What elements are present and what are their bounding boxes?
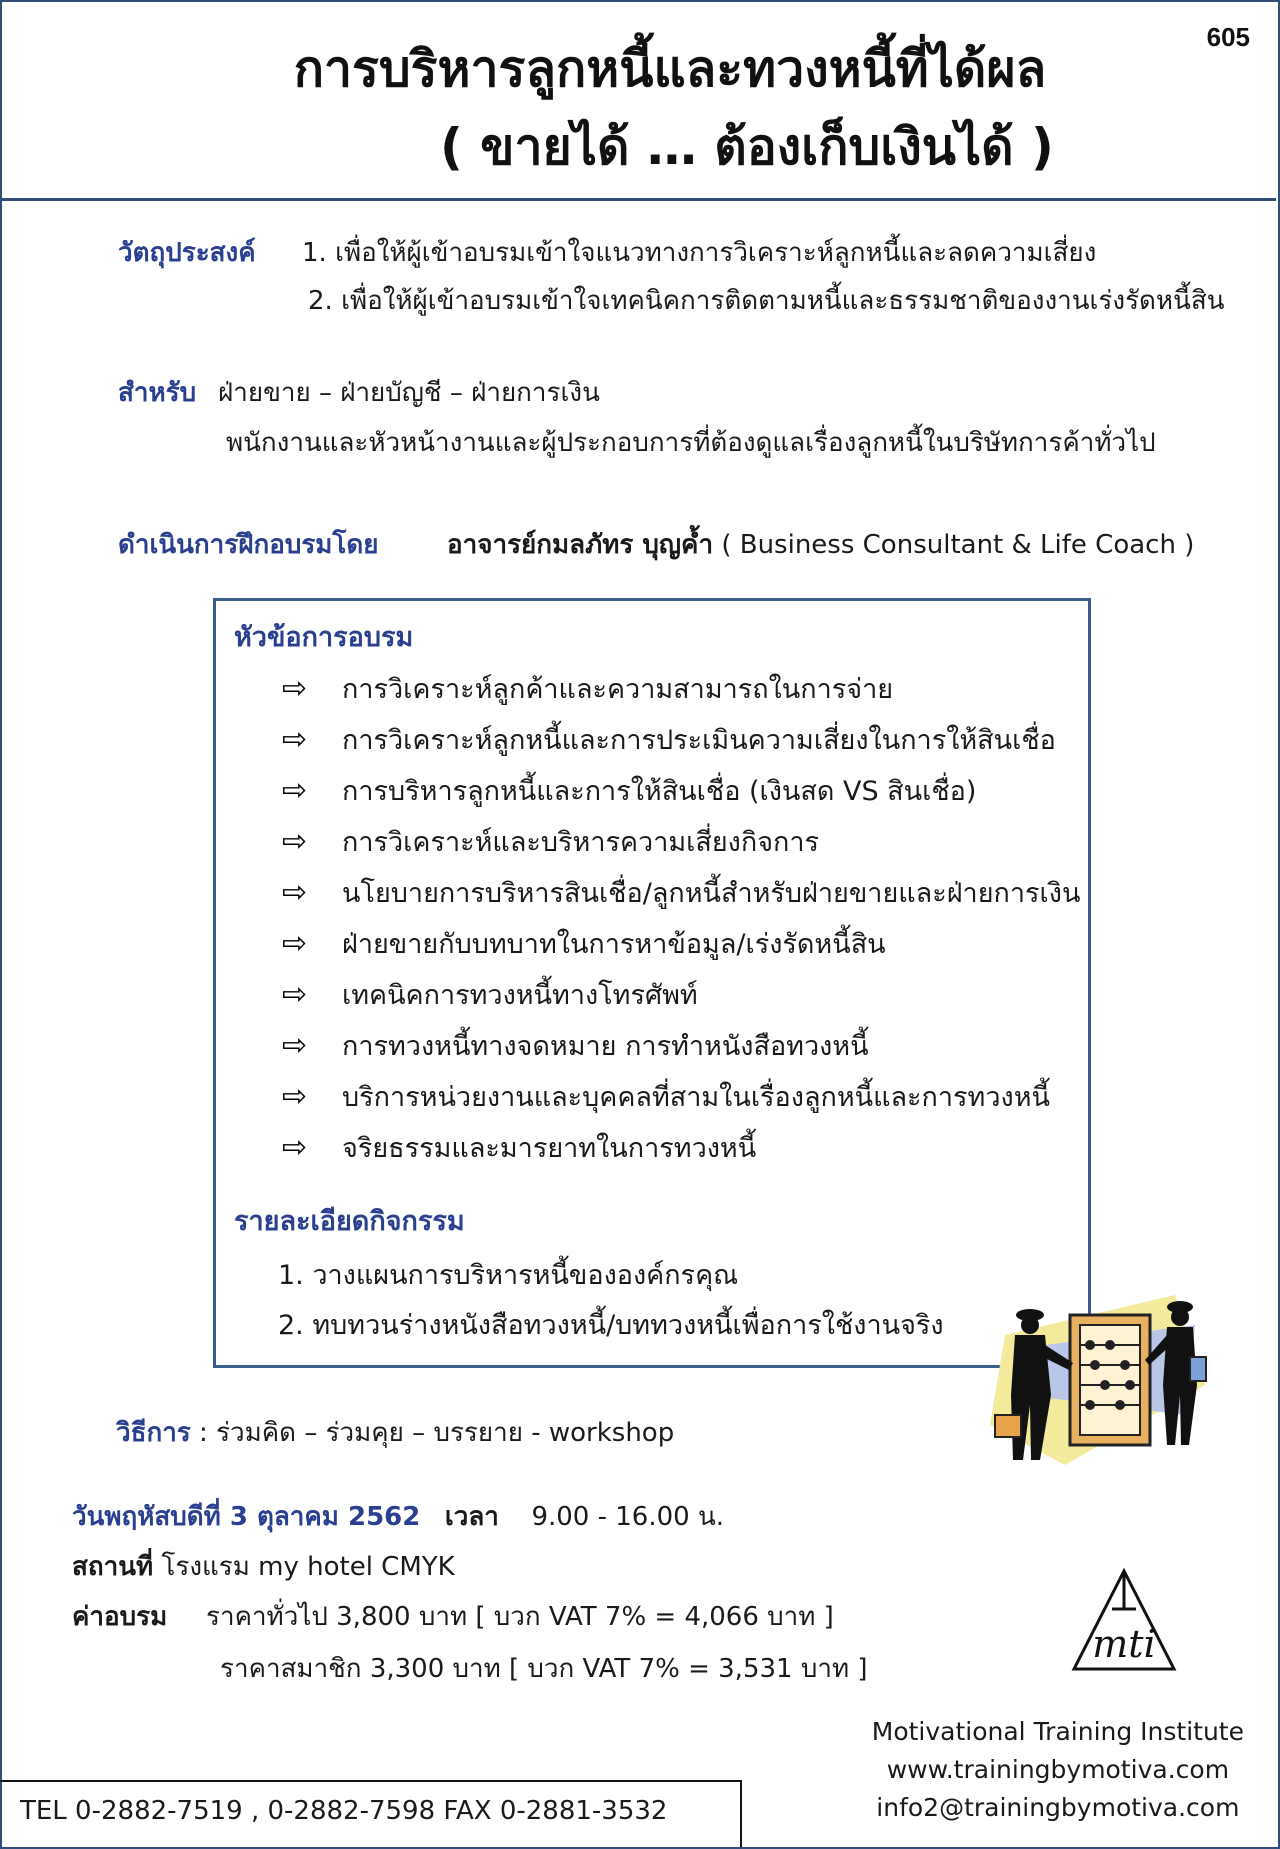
course-content-box (213, 598, 1091, 1368)
title-line-2: ( ขายได้ … ต้องเก็บเงินได้ ) (440, 118, 1054, 176)
venue-row (72, 1546, 455, 1587)
businessmen-abacus-clipart (985, 1275, 1215, 1475)
objective-item: 1. เพื่อให้ผู้เข้าอบรมเข้าใจแนวทางการวิเคราะห์ลูกหนี้และลดความเสี่ยง (302, 238, 1097, 268)
contact-box (0, 1780, 742, 1847)
date-label: วันพฤหัสบดีที่ 3 ตุลาคม 2562 (72, 1502, 421, 1532)
audience-line-1: ฝ่ายขาย – ฝ่ายบัญชี – ฝ่ายการเงิน (218, 378, 600, 408)
activity-item: 1. วางแผนการบริหารหนี้ขององค์กรคุณ (278, 1260, 739, 1291)
topic-item: ⇨ การวิเคราะห์ลูกค้าและความสามารถในการจ่าย (282, 671, 894, 706)
arrow-right-icon: ⇨ (282, 977, 308, 1012)
arrow-right-icon: ⇨ (282, 926, 308, 961)
activities-heading: รายละเอียดกิจกรรม (234, 1206, 465, 1237)
time-value: 9.00 - 16.00 น. (531, 1502, 724, 1532)
institute-website[interactable]: www.trainingbymotiva.com (886, 1755, 1230, 1784)
topic-item: ⇨ ฝ่ายขายกับบทบาทในการหาข้อมูล/เร่งรัดหนี้สิน (282, 926, 886, 961)
method-row (116, 1412, 674, 1453)
trainer-label: ดำเนินการฝึกอบรมโดย (118, 530, 379, 560)
trainer-row (118, 524, 1194, 565)
topic-item: ⇨ การทวงหนี้ทางจดหมาย การทำหนังสือทวงหนี้ (282, 1028, 869, 1063)
fee-member: ราคาสมาชิก 3,300 บาท [ บวก VAT 7% = 3,531 บาท ] (220, 1654, 868, 1684)
title-line-1: การบริหารลูกหนี้และทวงหนี้ที่ได้ผล (293, 40, 1047, 98)
objective-item: 2. เพื่อให้ผู้เข้าอบรมเข้าใจเทคนิคการติดตามหนี้และธรรมชาติของงานเร่งรัดหนี้สิน (308, 286, 1225, 316)
method-text: : ร่วมคิด – ร่วมคุย – บรรยาย - workshop (199, 1418, 675, 1448)
mti-logo (1068, 1565, 1180, 1677)
topic-item: ⇨ นโยบายการบริหารสินเชื่อ/ลูกหนี้สำหรับฝ่ายขายและฝ่ายการเงิน (282, 875, 1081, 910)
arrow-right-icon: ⇨ (282, 773, 308, 808)
fee-general: ราคาทั่วไป 3,800 บาท [ บวก VAT 7% = 4,066 บาท ] (206, 1602, 834, 1632)
fee-label: ค่าอบรม (72, 1602, 168, 1632)
logo-text: mti (1092, 1622, 1156, 1666)
topic-item: ⇨ การวิเคราะห์และบริหารความเสี่ยงกิจการ (282, 824, 820, 859)
method-label: วิธีการ (116, 1418, 191, 1448)
arrow-right-icon: ⇨ (282, 671, 308, 706)
institute-info (872, 1713, 1244, 1827)
audience-line-2: พนักงานและหัวหน้างานและผู้ประกอบการที่ต้องดูแลเรื่องลูกหนี้ในบริษัทการค้าทั่วไป (226, 428, 1156, 458)
venue-label: สถานที่ (72, 1552, 154, 1582)
arrow-right-icon: ⇨ (282, 1130, 308, 1165)
institute-name: Motivational Training Institute (871, 1717, 1244, 1746)
header (0, 0, 1276, 201)
topic-item: ⇨ บริการหน่วยงานและบุคคลที่สามในเรื่องลูกหนี้และการทวงหนี้ (282, 1079, 1050, 1114)
topic-item: ⇨ การบริหารลูกหนี้และการให้สินเชื่อ (เงินสด VS สินเชื่อ) (282, 773, 977, 808)
trainer-role: ( Business Consultant & Life Coach ) (721, 530, 1195, 560)
topic-item: ⇨ เทคนิคการทวงหนี้ทางโทรศัพท์ (282, 977, 698, 1012)
audience-label: สำหรับ (118, 378, 197, 408)
topic-item: ⇨ การวิเคราะห์ลูกหนี้และการประเมินความเสี่ยงในการให้สินเชื่อ (282, 722, 1056, 757)
topic-item: ⇨ จริยธรรมและมารยาทในการทวงหนี้ (282, 1130, 757, 1165)
arrow-right-icon: ⇨ (282, 722, 308, 757)
arrow-right-icon: ⇨ (282, 1079, 308, 1114)
document-number: 605 (1206, 22, 1250, 52)
activity-item: 2. ทบทวนร่างหนังสือทวงหนี้/บททวงหนี้เพื่อการใช้งานจริง (278, 1310, 944, 1341)
objectives-label: วัตถุประสงค์ (118, 238, 256, 268)
phone-fax: TEL 0-2882-7519 , 0-2882-7598 FAX 0-2881-3532 (20, 1796, 668, 1826)
trainer-name: อาจารย์กมลภัทร บุญค้ำ (447, 530, 714, 560)
venue-text: โรงแรม my hotel CMYK (161, 1552, 455, 1582)
arrow-right-icon: ⇨ (282, 875, 308, 910)
schedule-row (72, 1496, 724, 1537)
arrow-right-icon: ⇨ (282, 824, 308, 859)
time-label: เวลา (444, 1502, 499, 1532)
topics-heading: หัวข้อการอบรม (234, 622, 414, 653)
arrow-right-icon: ⇨ (282, 1028, 308, 1063)
institute-email[interactable]: info2@trainingbymotiva.com (876, 1793, 1240, 1822)
